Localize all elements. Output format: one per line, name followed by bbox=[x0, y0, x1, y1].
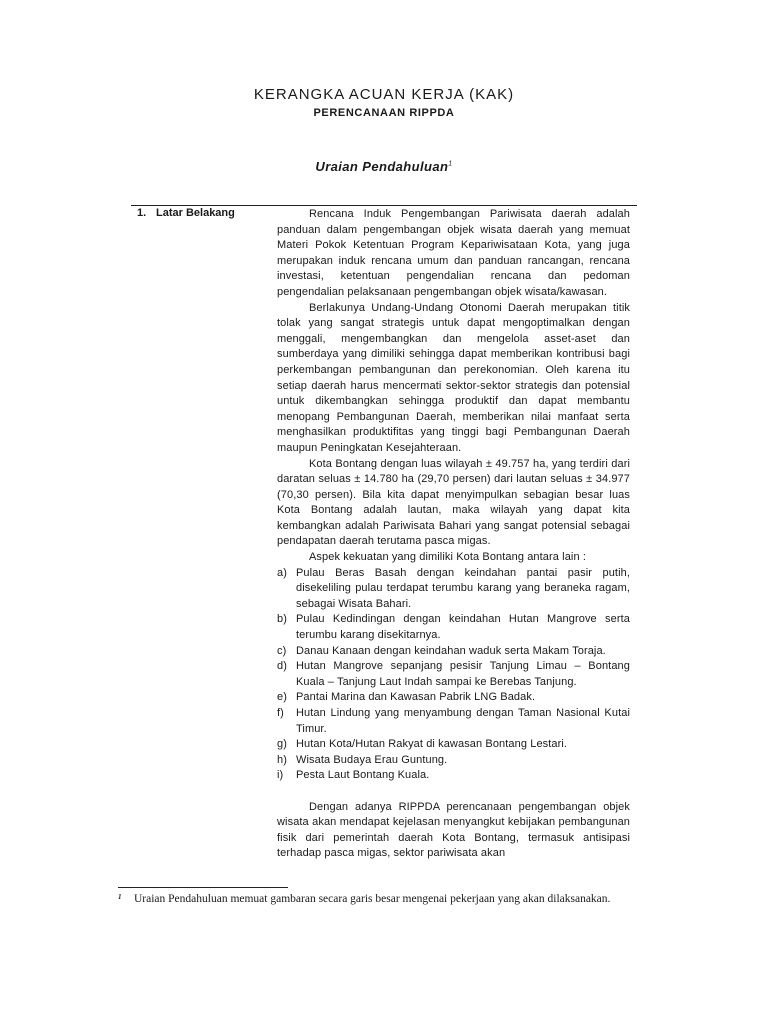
list-item-text: Danau Kanaan dengan keindahan waduk serta Makam Toraja. bbox=[296, 644, 606, 657]
list-marker: a) bbox=[277, 566, 287, 579]
list-item bbox=[277, 706, 630, 737]
list-item bbox=[277, 753, 630, 769]
body-paragraph: Rencana Induk Pengembangan Pariwisata daerah adalah panduan dalam pengembangan objek wisata daerah yang memuat Materi Pokok Ketentuan Program Kepariwisataan Kota, yang juga merupakan induk rencana umum dan panduan rancangan, rencana investasi, ketentuan pengendalian rencana dan pedoman pengendalian pelaksanaan pengembangan objek wisata/kawasan. bbox=[277, 208, 630, 298]
item-label-text: Latar Belakang bbox=[156, 207, 235, 219]
list-item-text: Wisata Budaya Erau Guntung. bbox=[296, 753, 448, 766]
section-heading-text: Uraian Pendahuluan bbox=[315, 159, 449, 174]
section-heading bbox=[0, 159, 768, 174]
list-item bbox=[277, 644, 630, 660]
document-title: KERANGKA ACUAN KERJA (KAK) bbox=[253, 86, 515, 103]
closing-paragraph: Dengan adanya RIPPDA perencanaan pengembangan objek wisata akan mendapat kejelasan menyangkut kebijakan pembangunan fisik dari pemerintah daerah Kota Bontang, termasuk antisipasi terhadap pasca migas, sektor pariwisata akan bbox=[277, 800, 630, 860]
list-item bbox=[277, 659, 630, 690]
footnote-divider bbox=[118, 887, 288, 888]
list-item-text: Hutan Lindung yang menyambung dengan Taman Nasional Kutai Timur. bbox=[296, 707, 630, 735]
list-item-text: Hutan Kota/Hutan Rakyat di kawasan Bontang Lestari. bbox=[296, 738, 568, 751]
body-column bbox=[277, 207, 630, 862]
strengths-list bbox=[277, 566, 630, 784]
list-item bbox=[277, 566, 630, 613]
list-marker: e) bbox=[277, 691, 287, 704]
footnote-marker: 1 bbox=[118, 893, 122, 901]
list-marker: g) bbox=[277, 738, 287, 751]
list-item-text: Pesta Laut Bontang Kuala. bbox=[296, 769, 430, 782]
list-item-text: Pulau Beras Basah dengan keindahan pantai pasir putih, disekeliling pulau terdapat terumbu karang yang beraneka ragam, sebagai Wisata Bahari. bbox=[296, 566, 630, 610]
body-paragraph: Aspek kekuatan yang dimiliki Kota Bontang antara lain : bbox=[309, 551, 586, 564]
footnote-reference: 1 bbox=[448, 160, 453, 168]
list-marker: i) bbox=[277, 769, 284, 782]
body-paragraph: Kota Bontang dengan luas wilayah ± 49.757 ha, yang terdiri dari daratan seluas ± 14.780 ha (29,70 persen) dari lautan seluas ± 34.977 (70,30 persen). Bila kita dapat menyimpulkan sebagian besar luas Kota Bontang adalah lautan, maka wilayah yang dapat kita kembangkan adalah Pariwisata Bahari yang sangat potensial sebagai pendapatan daerah terutama pasca migas. bbox=[277, 457, 630, 548]
list-item bbox=[277, 768, 630, 784]
list-item-text: Hutan Mangrove sepanjang pesisir Tanjung Limau – Bontang Kuala – Tanjung Laut Indah sampai ke Berebas Tanjung. bbox=[296, 660, 630, 688]
list-item bbox=[277, 690, 630, 706]
footnote-text: Uraian Pendahuluan memuat gambaran secara garis besar mengenai pekerjaan yang akan dilaksanakan. bbox=[134, 893, 611, 905]
list-marker: c) bbox=[277, 644, 287, 657]
list-marker: h) bbox=[277, 753, 287, 766]
document-subtitle: PERENCANAAN RIPPDA bbox=[313, 107, 455, 119]
list-marker: b) bbox=[277, 613, 287, 626]
item-number: 1. bbox=[137, 207, 147, 219]
footnote bbox=[118, 893, 678, 905]
item-label bbox=[137, 207, 235, 219]
list-item-text: Pantai Marina dan Kawasan Pabrik LNG Badak. bbox=[296, 691, 536, 704]
section-top-rule bbox=[131, 205, 637, 206]
list-marker: f) bbox=[277, 707, 284, 719]
list-item-text: Pulau Kedindingan dengan keindahan Hutan Mangrove serta terumbu karang disekitarnya. bbox=[296, 613, 630, 642]
body-paragraph: Berlakunya Undang-Undang Otonomi Daerah merupakan titik tolak yang sangat strategis untuk dapat mengoptimalkan dengan menggali, mengembangkan dan mengelola asset-aset dan sumberdaya yang dimiliki sehingga dapat memberikan kontribusi bagi perkembangan pembangunan dan perekonomian. Oleh karena itu setiap daerah harus mencermati sektor-sektor strategis dan potensial untuk dikembangkan sehingga produktif dan dapat membantu menopang Pembangunan Daerah, memberikan nilai manfaat serta menghasilkan produktifitas yang tinggi bagi Pembangunan Daerah maupun Peningkatan Kesejahteraan. bbox=[277, 301, 630, 454]
list-item bbox=[277, 612, 630, 643]
list-item bbox=[277, 737, 630, 753]
list-marker: d) bbox=[277, 660, 287, 673]
